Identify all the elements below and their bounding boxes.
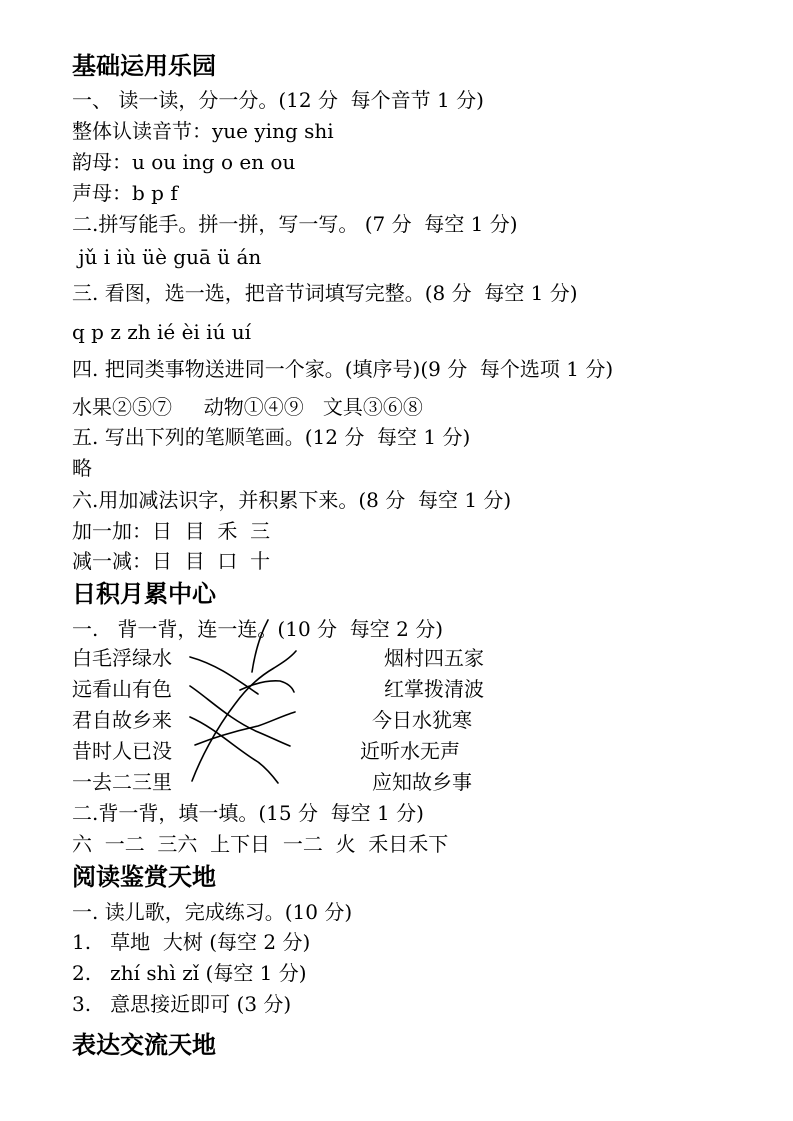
q3-answer: q p z zh ié èi iú uí [72, 320, 252, 344]
section-heading-expression: 表达交流天地 [72, 1031, 216, 1059]
q2-title: 二.拼写能手。拼一拼，写一写。 (7 分 每空 1 分) [72, 212, 518, 236]
q6-answer-subtract: 减一减：日 目 口 十 [72, 549, 271, 573]
right-poem-line: 红掌拨清波 [384, 677, 484, 701]
q4-title: 四. 把同类事物送进同一个家。(填序号)(9 分 每个选项 1 分) [72, 357, 614, 381]
match-line [240, 681, 294, 692]
q1-answer-initials: 声母：b p f [72, 181, 178, 205]
reading-answer-3: 3. 意思接近即可 (3 分) [72, 992, 292, 1016]
q3-title: 三. 看图，选一选，把音节词填写完整。(8 分 每空 1 分) [72, 281, 578, 305]
reading-question-title: 一. 读儿歌，完成练习。(10 分) [72, 900, 353, 924]
match-line [190, 686, 290, 746]
left-poem-line: 远看山有色 [72, 677, 172, 701]
fill-question-answer: 六 一二 三六 上下日 一二 火 禾日禾下 [72, 832, 449, 856]
q5-title: 五. 写出下列的笔顺笔画。(12 分 每空 1 分) [72, 425, 471, 449]
right-poem-line: 今日水犹寒 [372, 708, 472, 732]
q1-answer-finals: 韵母：u ou ing o en ou [72, 150, 296, 174]
left-poem-line: 昔时人已没 [72, 739, 172, 763]
q5-answer: 略 [72, 456, 92, 480]
reading-answer-2: 2. zhí shì zǐ (每空 1 分) [72, 961, 307, 985]
q1-answer-whole-syllables: 整体认读音节：yue ying shi [72, 119, 334, 143]
left-poem-line: 一去二三里 [72, 770, 172, 794]
right-poem-line: 应知故乡事 [372, 770, 472, 794]
reading-answer-1: 1. 草地 大树 (每空 2 分) [72, 930, 311, 954]
left-poem-line: 君自故乡来 [72, 708, 172, 732]
match-line [252, 620, 268, 672]
q2-answer: jǔ i iù üè guā ü án [72, 245, 262, 269]
section-heading-reading: 阅读鉴赏天地 [72, 863, 216, 891]
match-line [192, 651, 296, 781]
match-question-title: 一. 背一背，连一连。(10 分 每空 2 分) [72, 617, 443, 641]
q6-answer-add: 加一加：日 目 禾 三 [72, 519, 271, 543]
right-poem-line: 烟村四五家 [384, 646, 484, 670]
match-line [190, 717, 278, 783]
q1-title: 一、 读一读，分一分。(12 分 每个音节 1 分) [72, 88, 484, 112]
fill-question-title: 二.背一背，填一填。(15 分 每空 1 分) [72, 801, 424, 825]
section-heading-basics: 基础运用乐园 [72, 52, 216, 80]
q4-answer: 水果②⑤⑦ 动物①④⑨ 文具③⑥⑧ [72, 395, 423, 419]
section-heading-accumulation: 日积月累中心 [72, 580, 216, 608]
q6-title: 六.用加减法识字，并积累下来。(8 分 每空 1 分) [72, 488, 512, 512]
right-poem-line: 近听水无声 [360, 739, 460, 763]
left-poem-line: 白毛浮绿水 [72, 646, 172, 670]
